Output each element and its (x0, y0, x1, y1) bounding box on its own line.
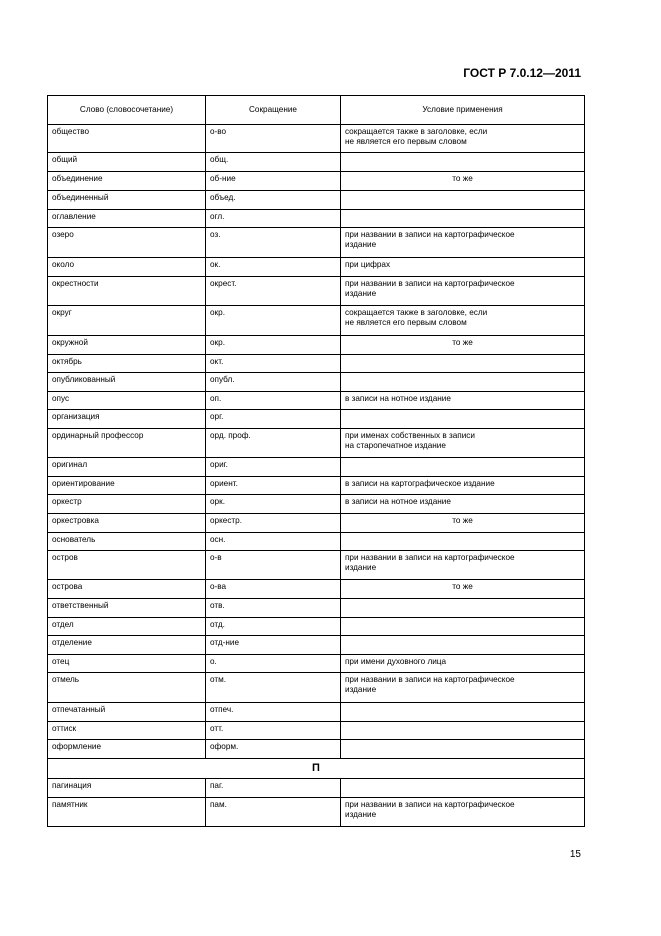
word-cell: общий (48, 153, 206, 172)
condition-cell (341, 722, 585, 740)
abbreviation-cell: окр. (206, 306, 341, 336)
condition-cell: при цифрах (341, 258, 585, 277)
condition-cell (341, 410, 585, 429)
column-header-condition: Условие применения (341, 96, 585, 125)
table-row (48, 355, 585, 373)
table-row (48, 618, 585, 636)
abbreviation-cell: общ. (206, 153, 341, 172)
table-row (48, 779, 585, 798)
abbreviation-cell: оп. (206, 392, 341, 410)
table-row (48, 258, 585, 277)
condition-cell (341, 636, 585, 655)
word-cell: озеро (48, 228, 206, 258)
word-cell: оркестр (48, 495, 206, 514)
word-cell: оформление (48, 740, 206, 759)
document-code: ГОСТ Р 7.0.12—2011 (463, 66, 581, 80)
page-number: 15 (569, 849, 581, 860)
condition-cell: то же (341, 336, 585, 355)
abbreviation-cell: оформ. (206, 740, 341, 759)
abbreviation-cell: пам. (206, 798, 341, 827)
table-row (48, 580, 585, 599)
abbreviation-cell: отд. (206, 618, 341, 636)
condition-cell: при названии в записи на картографическое издание (341, 798, 585, 827)
word-cell: ответственный (48, 599, 206, 618)
table-row (48, 336, 585, 355)
word-cell: окружной (48, 336, 206, 355)
abbreviation-cell: окрест. (206, 277, 341, 306)
table-header-row (48, 96, 585, 125)
column-header-word: Слово (словосочетание) (48, 96, 206, 125)
word-cell: оркестровка (48, 514, 206, 533)
word-cell: отпечатанный (48, 703, 206, 722)
table-row (48, 191, 585, 210)
word-cell: отдел (48, 618, 206, 636)
table-row (48, 477, 585, 495)
table-row (48, 153, 585, 172)
word-cell: октябрь (48, 355, 206, 373)
table-row (48, 228, 585, 258)
table-row (48, 636, 585, 655)
abbreviation-cell: окт. (206, 355, 341, 373)
condition-cell (341, 618, 585, 636)
table-row (48, 551, 585, 580)
abbreviation-cell: отд-ние (206, 636, 341, 655)
table-row (48, 599, 585, 618)
abbreviation-cell: оркестр. (206, 514, 341, 533)
condition-cell: то же (341, 514, 585, 533)
letter-section-row (48, 759, 585, 779)
word-cell: пагинация (48, 779, 206, 798)
word-cell: ординарный профессор (48, 429, 206, 458)
word-cell: остров (48, 551, 206, 580)
table-row (48, 125, 585, 153)
table-row (48, 673, 585, 703)
condition-cell (341, 373, 585, 392)
word-cell: оригинал (48, 458, 206, 477)
table-row (48, 722, 585, 740)
abbreviation-cell: о-в (206, 551, 341, 580)
word-cell: округ (48, 306, 206, 336)
word-cell: основатель (48, 533, 206, 551)
abbreviation-cell: орд. проф. (206, 429, 341, 458)
word-cell: памятник (48, 798, 206, 827)
abbreviation-cell: паг. (206, 779, 341, 798)
condition-cell (341, 599, 585, 618)
condition-cell (341, 153, 585, 172)
table-row (48, 410, 585, 429)
word-cell: оттиск (48, 722, 206, 740)
section-letter: П (48, 759, 585, 779)
word-cell: опус (48, 392, 206, 410)
table-row (48, 703, 585, 722)
abbreviation-cell: осн. (206, 533, 341, 551)
table-row (48, 514, 585, 533)
abbreviation-cell: отпеч. (206, 703, 341, 722)
condition-cell (341, 210, 585, 228)
abbreviation-cell: оз. (206, 228, 341, 258)
condition-cell: сокращается также в заголовке, если не является его первым словом (341, 125, 585, 153)
condition-cell (341, 355, 585, 373)
abbreviations-table (47, 95, 585, 827)
table-row (48, 458, 585, 477)
abbreviation-cell: о-ва (206, 580, 341, 599)
abbreviation-cell: отв. (206, 599, 341, 618)
condition-cell (341, 191, 585, 210)
condition-cell: в записи на нотное издание (341, 392, 585, 410)
table-row (48, 277, 585, 306)
word-cell: оглавление (48, 210, 206, 228)
condition-cell: при именах собственных в записи на старопечатное издание (341, 429, 585, 458)
abbreviation-cell: огл. (206, 210, 341, 228)
table-row (48, 429, 585, 458)
condition-cell: в записи на нотное издание (341, 495, 585, 514)
condition-cell (341, 458, 585, 477)
abbreviation-cell: об-ние (206, 172, 341, 191)
abbreviation-cell: опубл. (206, 373, 341, 392)
abbreviation-cell: отм. (206, 673, 341, 703)
table-row (48, 373, 585, 392)
condition-cell (341, 740, 585, 759)
condition-cell: то же (341, 172, 585, 191)
word-cell: отделение (48, 636, 206, 655)
abbreviation-cell: отт. (206, 722, 341, 740)
table-row (48, 392, 585, 410)
word-cell: объединенный (48, 191, 206, 210)
word-cell: отмель (48, 673, 206, 703)
table-row (48, 495, 585, 514)
condition-cell: при названии в записи на картографическое издание (341, 228, 585, 258)
word-cell: общество (48, 125, 206, 153)
condition-cell: при имени духовного лица (341, 655, 585, 673)
abbreviation-cell: объед. (206, 191, 341, 210)
table-row (48, 798, 585, 827)
word-cell: организация (48, 410, 206, 429)
condition-cell: то же (341, 580, 585, 599)
condition-cell (341, 703, 585, 722)
table-row (48, 210, 585, 228)
word-cell: острова (48, 580, 206, 599)
condition-cell: в записи на картографическое издание (341, 477, 585, 495)
condition-cell: при названии в записи на картографическое издание (341, 551, 585, 580)
condition-cell: сокращается также в заголовке, если не является его первым словом (341, 306, 585, 336)
abbreviation-cell: орг. (206, 410, 341, 429)
table-row (48, 740, 585, 759)
table-row (48, 533, 585, 551)
abbreviation-cell: ориент. (206, 477, 341, 495)
abbreviation-cell: о. (206, 655, 341, 673)
word-cell: ориентирование (48, 477, 206, 495)
word-cell: объединение (48, 172, 206, 191)
abbreviation-cell: орк. (206, 495, 341, 514)
condition-cell (341, 779, 585, 798)
condition-cell (341, 533, 585, 551)
abbreviation-cell: ок. (206, 258, 341, 277)
column-header-abbreviation: Сокращение (206, 96, 341, 125)
abbreviation-cell: окр. (206, 336, 341, 355)
condition-cell: при названии в записи на картографическое издание (341, 673, 585, 703)
table-row (48, 172, 585, 191)
word-cell: окрестности (48, 277, 206, 306)
table-row (48, 306, 585, 336)
word-cell: отец (48, 655, 206, 673)
abbreviation-cell: ориг. (206, 458, 341, 477)
word-cell: опубликованный (48, 373, 206, 392)
abbreviation-cell: о-во (206, 125, 341, 153)
word-cell: около (48, 258, 206, 277)
condition-cell: при названии в записи на картографическое издание (341, 277, 585, 306)
table-row (48, 655, 585, 673)
